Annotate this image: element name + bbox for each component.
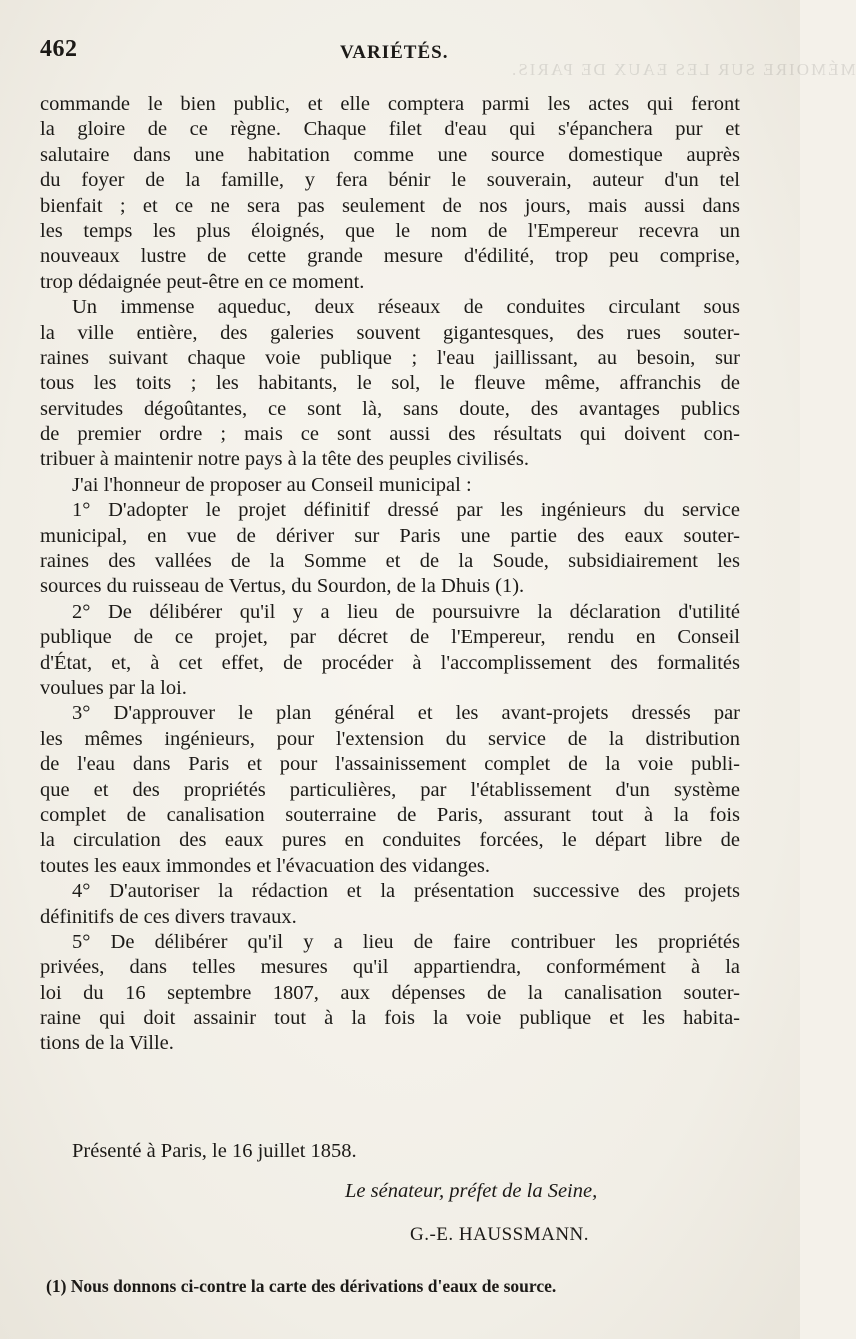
text-line: la circulation des eaux pures en conduites forcées, le départ libre de xyxy=(40,829,740,852)
text-line: J'ai l'honneur de proposer au Conseil municipal : xyxy=(72,473,472,496)
text-line: de l'eau dans Paris et pour l'assainissement complet de la voie publi- xyxy=(40,753,740,776)
text-line: tribuer à maintenir notre pays à la tête des peuples civilisés. xyxy=(40,448,529,471)
page-header xyxy=(40,36,856,79)
text-line: 5° De délibérer qu'il y a lieu de faire contribuer les propriétés xyxy=(72,930,740,953)
text-line: nouveaux lustre de cette grande mesure d'édilité, trop peu comprise, xyxy=(40,245,740,268)
text-line: raine qui doit assainir tout à la fois la voie publique et les habita- xyxy=(40,1007,740,1030)
text-line: les temps les plus éloignés, que le nom de l'Empereur recevra un xyxy=(40,219,740,242)
text-line: du foyer de la famille, y fera bénir le souverain, auteur d'un tel xyxy=(40,169,740,192)
text-line: que et des propriétés particulières, par l'établissement d'un système xyxy=(40,778,740,801)
text-line: raines suivant chaque voie publique ; l'eau jaillissant, au besoin, sur xyxy=(40,346,740,369)
text-line: Un immense aqueduc, deux réseaux de conduites circulant sous xyxy=(72,296,740,319)
text-line: toutes les eaux immondes et l'évacuation des vidanges. xyxy=(40,854,491,877)
text-line: tions de la Ville. xyxy=(40,1032,174,1055)
bleed-through-text: MÉMOIRE SUR LES EAUX DE PARIS. xyxy=(510,60,856,79)
text-line: 4° D'autoriser la rédaction et la présentation successive des projets xyxy=(72,880,740,903)
body-text xyxy=(40,92,740,1057)
text-line: définitifs de ces divers travaux. xyxy=(40,905,297,928)
text-line: loi du 16 septembre 1807, aux dépenses de la canalisation souter- xyxy=(40,981,740,1004)
text-line: de premier ordre ; mais ce sont aussi des résultats qui doivent con- xyxy=(40,423,740,446)
text-line: commande le bien public, et elle comptera parmi les actes qui feront xyxy=(40,93,740,115)
text-line: d'État, et, à cet effet, de procéder à l'accomplissement des formalités xyxy=(40,651,740,674)
page-number: 462 xyxy=(40,36,78,62)
running-head: VARIÉTÉS. xyxy=(340,42,449,63)
text-line: 2° De délibérer qu'il y a lieu de poursuivre la déclaration d'utilité xyxy=(72,600,740,623)
footnote: (1) Nous donnons ci-contre la carte des dérivations d'eaux de source. xyxy=(46,1276,557,1296)
text-line: les mêmes ingénieurs, pour l'extension du service de la distribution xyxy=(40,727,740,750)
text-line: raines des vallées de la Somme et de la Soude, subsidiairement les xyxy=(40,550,740,573)
text-line: bienfait ; et ce ne sera pas seulement de nos jours, mais aussi dans xyxy=(40,194,740,217)
text-line: la gloire de ce règne. Chaque filet d'eau qui s'épanchera pur et xyxy=(40,118,740,141)
text-line: voulues par la loi. xyxy=(40,676,187,699)
text-line: municipal, en vue de dériver sur Paris une partie des eaux souter- xyxy=(40,524,740,547)
text-line: servitudes dégoûtantes, ce sont là, sans doute, des avantages publics xyxy=(40,397,740,420)
text-line: privées, dans telles mesures qu'il appartiendra, conformément à la xyxy=(40,956,740,979)
text-line: 1° D'adopter le projet définitif dressé par les ingénieurs du service xyxy=(72,499,740,522)
signatory-name: G.-E. HAUSSMANN. xyxy=(410,1224,590,1245)
text-line: salutaire dans une habitation comme une source domestique auprès xyxy=(40,143,740,166)
text-line: trop dédaignée peut-être en ce moment. xyxy=(40,270,365,293)
text-line: 3° D'approuver le plan général et les avant-projets dressés par xyxy=(72,702,740,725)
text-line: sources du ruisseau de Vertus, du Sourdon, de la Dhuis (1). xyxy=(40,575,525,598)
presented-line: Présenté à Paris, le 16 juillet 1858. xyxy=(72,1140,357,1162)
text-line: la ville entière, des galeries souvent gigantesques, des rues souter- xyxy=(40,321,740,344)
text-line: publique de ce projet, par décret de l'Empereur, rendu en Conseil xyxy=(40,626,740,649)
text-line: complet de canalisation souterraine de Paris, assurant tout à la fois xyxy=(40,803,740,826)
text-line: tous les toits ; les habitants, le sol, le fleuve même, affranchis de xyxy=(40,372,740,395)
signatory-title: Le sénateur, préfet de la Seine, xyxy=(345,1180,598,1202)
